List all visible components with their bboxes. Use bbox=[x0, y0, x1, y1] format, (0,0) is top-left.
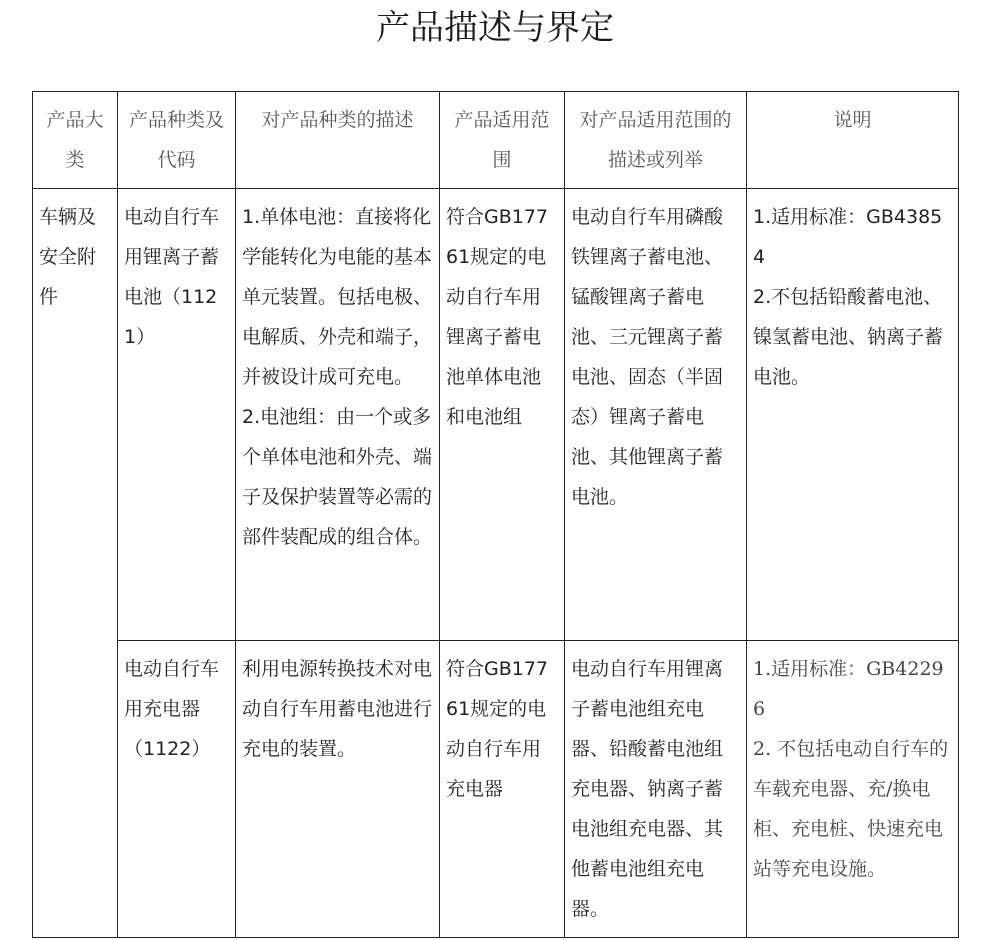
product-type-cell: 电动自行车用锂离子蓄电池（1121） bbox=[118, 189, 236, 641]
table-row bbox=[33, 641, 959, 938]
description-paragraph: 1.单体电池：直接将化学能转化为电能的基本单元装置。包括电极、电解质、外壳和端子，并被设计成可充电。 bbox=[242, 206, 433, 388]
table-row bbox=[33, 189, 959, 641]
applicable-scope-cell: 符合GB17761规定的电动自行车用锂离子蓄电池单体电池和电池组 bbox=[440, 189, 565, 641]
header-applicable-scope: 产品适用范围 bbox=[440, 92, 565, 189]
header-scope-description: 对产品适用范围的描述或列举 bbox=[565, 92, 747, 189]
product-type-cell: 电动自行车用充电器（1122） bbox=[118, 641, 236, 938]
note-line: 1.适用标准：GB42296 bbox=[753, 658, 944, 720]
applicable-scope-cell: 符合GB17761规定的电动自行车用充电器 bbox=[440, 641, 565, 938]
description-paragraph: 2.电池组：由一个或多个单体电池和外壳、端子及保护装置等必需的部件装配成的组合体。 bbox=[242, 406, 433, 548]
header-type-description: 对产品种类的描述 bbox=[236, 92, 440, 189]
scope-description-cell: 电动自行车用锂离子蓄电池组充电器、铅酸蓄电池组充电器、钠离子蓄电池组充电器、其他蓄电池组充电器。 bbox=[565, 641, 747, 938]
type-description-cell bbox=[236, 189, 440, 641]
note-line: 1.适用标准：GB43854 bbox=[753, 206, 943, 268]
page-title: 产品描述与界定 bbox=[376, 8, 614, 48]
header-product-type-code: 产品种类及代码 bbox=[118, 92, 236, 189]
type-description-cell bbox=[236, 641, 440, 938]
notes-cell bbox=[747, 189, 959, 641]
table-header-row bbox=[33, 92, 959, 189]
notes-cell bbox=[747, 641, 959, 938]
header-product-category: 产品大类 bbox=[33, 92, 118, 189]
note-line: 2. 不包括电动自行车的车载充电器、充/换电柜、充电桩、快速充电站等充电设施。 bbox=[753, 738, 949, 880]
scope-description-cell: 电动自行车用磷酸铁锂离子蓄电池、锰酸锂离子蓄电池、三元锂离子蓄电池、固态（半固态）锂离子蓄电池、其他锂离子蓄电池。 bbox=[565, 189, 747, 641]
header-notes: 说明 bbox=[747, 92, 959, 189]
product-category-cell: 车辆及安全附件 bbox=[33, 189, 118, 938]
product-definition-table bbox=[32, 91, 959, 938]
note-line: 2.不包括铅酸蓄电池、镍氢蓄电池、钠离子蓄电池。 bbox=[753, 286, 944, 388]
description-paragraph: 利用电源转换技术对电动自行车用蓄电池进行充电的装置。 bbox=[242, 658, 433, 760]
